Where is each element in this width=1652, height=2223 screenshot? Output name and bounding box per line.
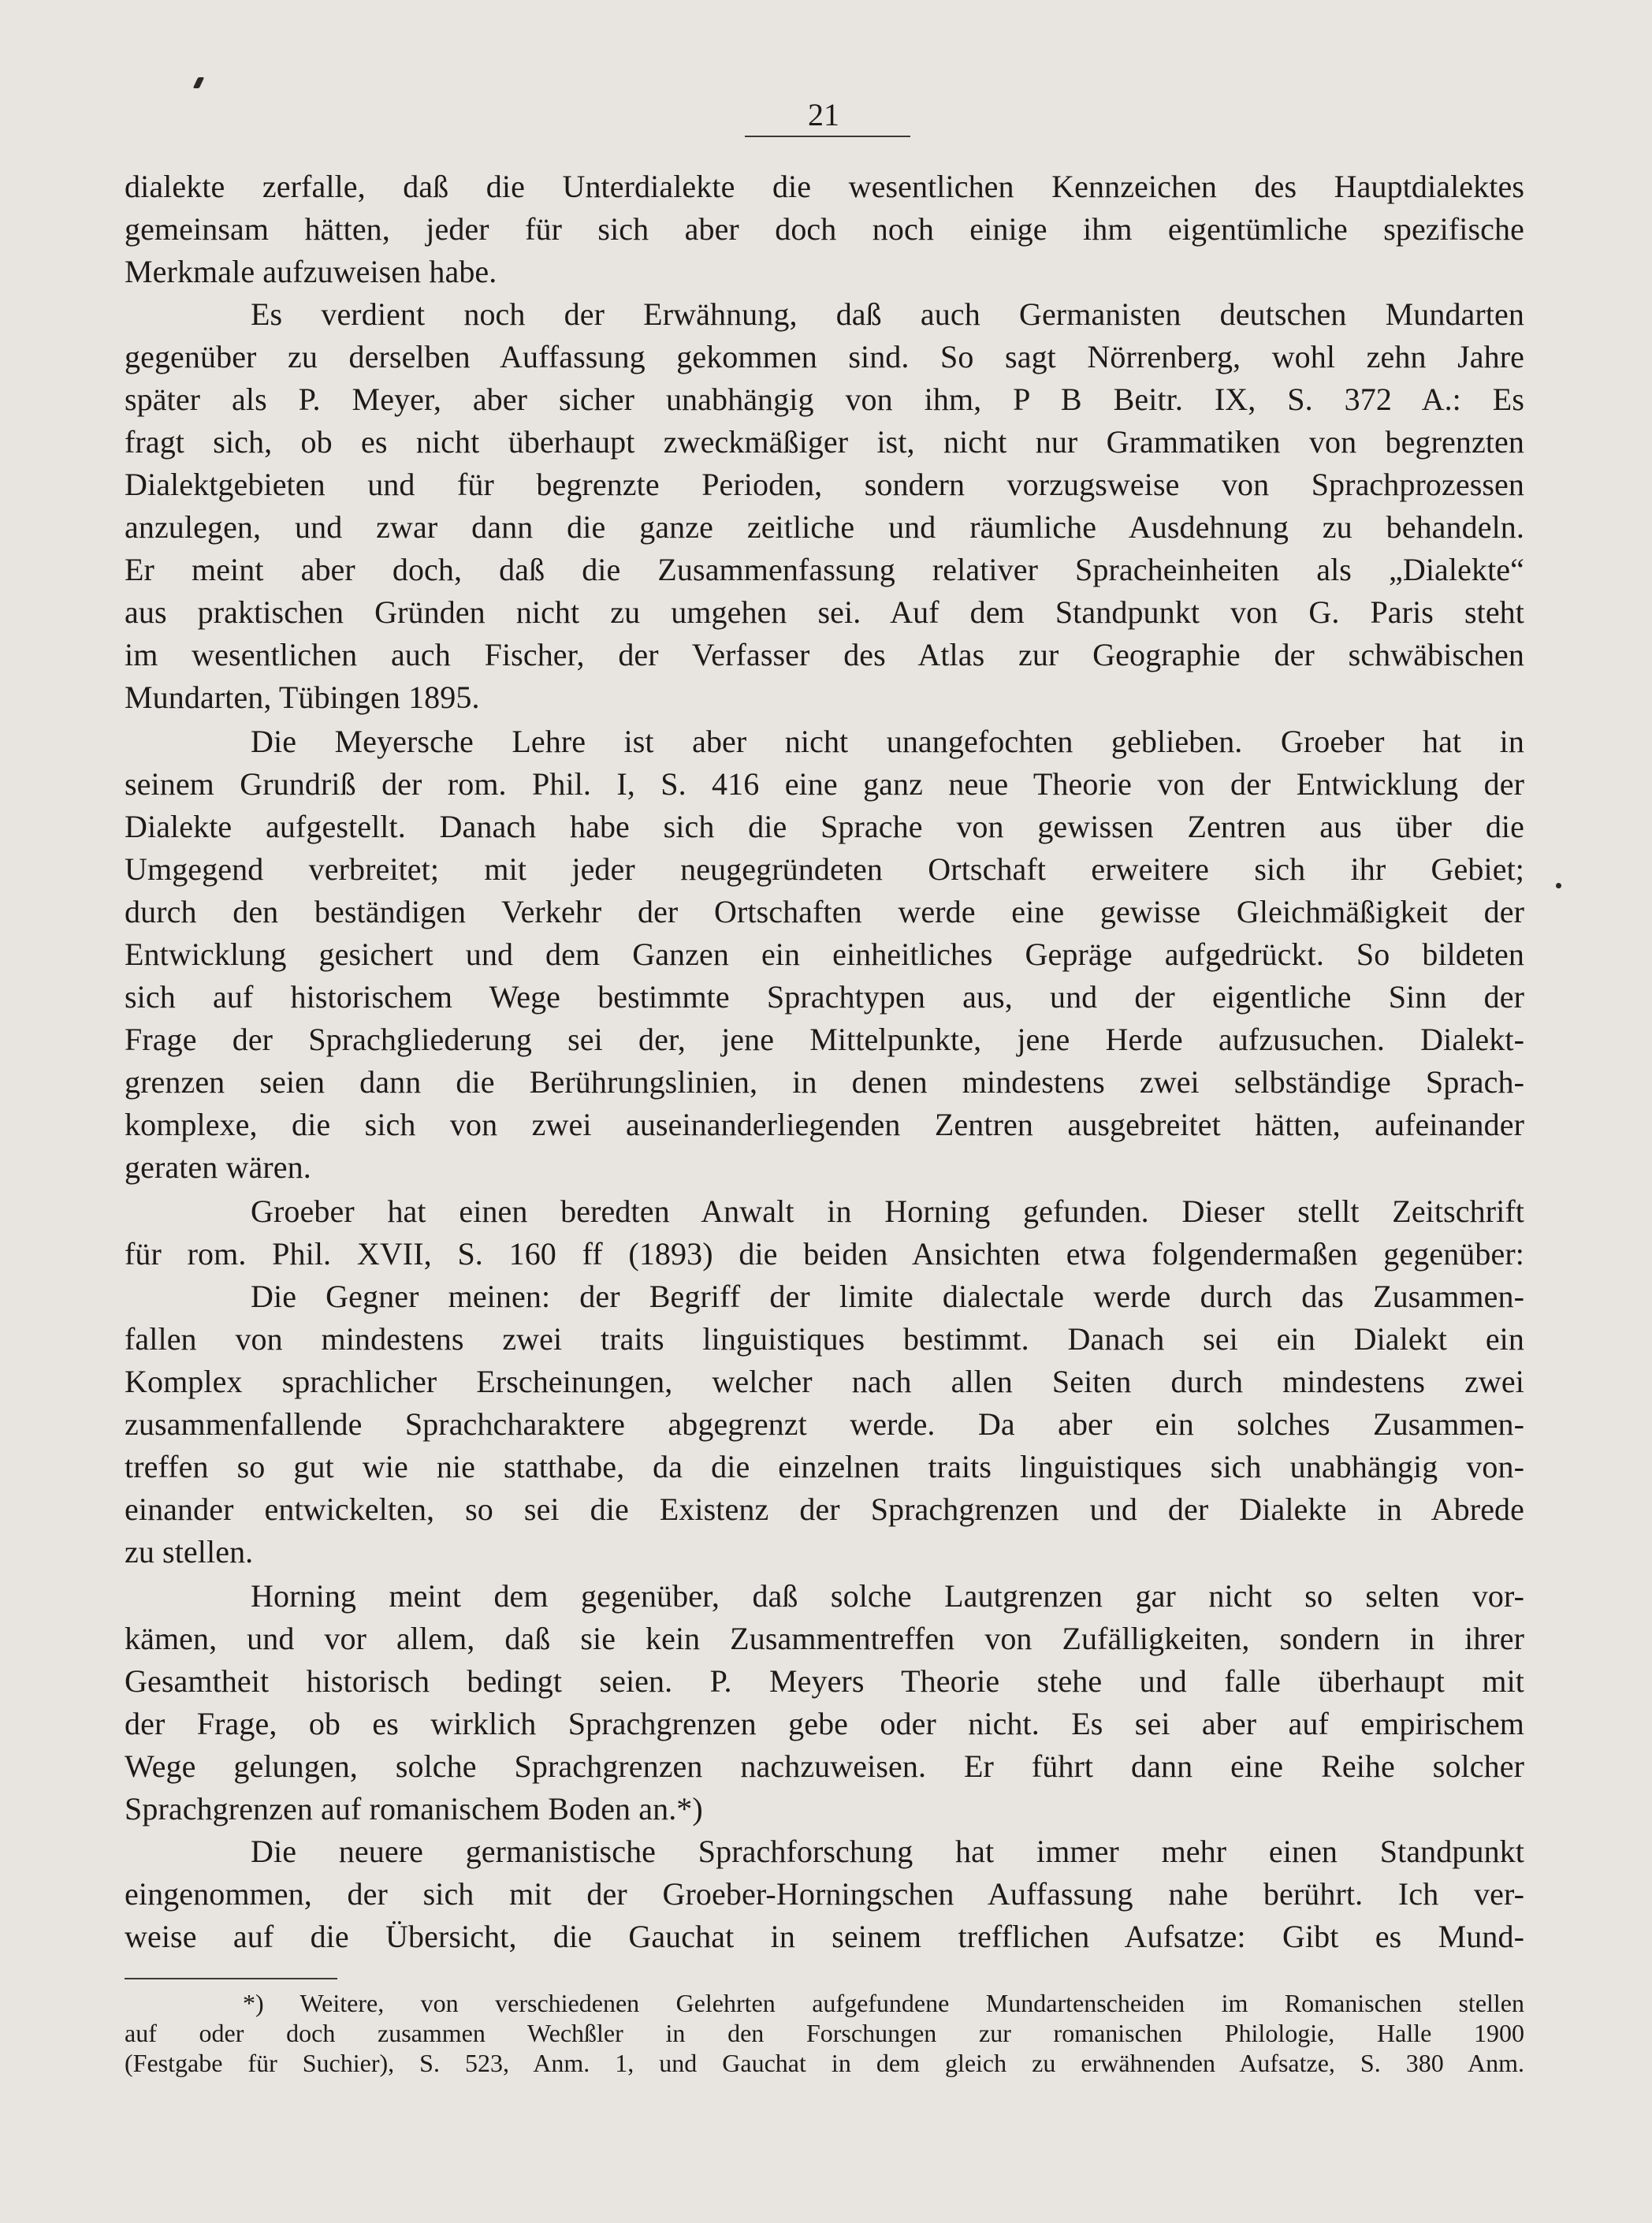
text-line: sich auf historischem Wege bestimmte Sprachtypen aus, und der eigentliche Sinn der <box>125 979 1524 1015</box>
footnote-line: (Festgabe für Suchier), S. 523, Anm. 1, und Gauchat in dem gleich zu erwähnenden Aufsatze, S. 380 Anm. <box>125 2049 1524 2077</box>
text-line: grenzen seien dann die Berührungslinien, in denen mindestens zwei selbständige Sprach- <box>125 1064 1524 1100</box>
text-line: Wege gelungen, solche Sprachgrenzen nachzuweisen. Er führt dann eine Reihe solcher <box>125 1748 1524 1784</box>
text-line: später als P. Meyer, aber sicher unabhängig von ihm, P B Beitr. IX, S. 372 A.: Es <box>125 382 1524 417</box>
text-line: Horning meint dem gegenüber, daß solche Lautgrenzen gar nicht so selten vor- <box>251 1578 1524 1614</box>
text-line: Umgegend verbreitet; mit jeder neugegründeten Ortschaft erweitere sich ihr Gebiet; <box>125 851 1524 887</box>
text-line: komplexe, die sich von zwei auseinanderliegenden Zentren ausgebreitet hätten, aufeinander <box>125 1107 1524 1142</box>
text-line: dialekte zerfalle, daß die Unterdialekte die wesentlichen Kennzeichen des Hauptdialektes <box>125 169 1524 204</box>
footnote <box>125 1988 1524 2078</box>
text-line: anzulegen, und zwar dann die ganze zeitliche und räumliche Ausdehnung zu behandeln. <box>125 509 1524 545</box>
text-line: gemeinsam hätten, jeder für sich aber doch noch einige ihm eigentümliche spezifische <box>125 211 1524 247</box>
page-number: 21 <box>808 97 839 132</box>
page-number-rule <box>745 136 910 137</box>
text-line: fragt sich, ob es nicht überhaupt zweckmäßiger ist, nicht nur Grammatiken von begrenzten <box>125 424 1524 460</box>
text-line: geraten wären. <box>125 1149 311 1185</box>
text-line: Es verdient noch der Erwähnung, daß auch Germanisten deutschen Mundarten <box>251 296 1524 332</box>
text-line: im wesentlichen auch Fischer, der Verfasser des Atlas zur Geographie der schwäbischen <box>125 637 1524 672</box>
footnote-line: *) Weitere, von verschiedenen Gelehrten aufgefundene Mundartenscheiden im Romanischen stellen <box>243 1989 1524 2017</box>
text-line: Sprachgrenzen auf romanischem Boden an.*) <box>125 1791 703 1826</box>
text-line: kämen, und vor allem, daß sie kein Zusammentreffen von Zufälligkeiten, sondern in ihrer <box>125 1621 1524 1656</box>
text-line: Groeber hat einen beredten Anwalt in Horning gefunden. Dieser stellt Zeitschrift <box>251 1193 1524 1229</box>
text-line: Dialektgebieten und für begrenzte Perioden, sondern vorzugsweise von Sprachprozessen <box>125 467 1524 502</box>
text-line: Komplex sprachlicher Erscheinungen, welcher nach allen Seiten durch mindestens zwei <box>125 1364 1524 1399</box>
text-line: Dialekte aufgestellt. Danach habe sich die Sprache von gewissen Zentren aus über die <box>125 809 1524 844</box>
text-line: zusammenfallende Sprachcharaktere abgegrenzt werde. Da aber ein solches Zusammen- <box>125 1406 1524 1442</box>
text-line: Entwicklung gesichert und dem Ganzen ein einheitliches Gepräge aufgedrückt. So bildeten <box>125 936 1524 972</box>
text-line: Frage der Sprachgliederung sei der, jene Mittelpunkte, jene Herde aufzusuchen. Dialekt- <box>125 1022 1524 1057</box>
text-line: der Frage, ob es wirklich Sprachgrenzen gebe oder nicht. Es sei aber auf empirischem <box>125 1706 1524 1741</box>
ink-mark <box>193 77 205 88</box>
text-line: Merkmale aufzuweisen habe. <box>125 254 497 289</box>
text-line: zu stellen. <box>125 1534 254 1570</box>
text-line: durch den beständigen Verkehr der Ortschaften werde eine gewisse Gleichmäßigkeit der <box>125 894 1524 929</box>
text-line: für rom. Phil. XVII, S. 160 ff (1893) die beiden Ansichten etwa folgendermaßen gegenüber: <box>125 1236 1524 1272</box>
body-text <box>125 166 1524 1958</box>
ink-dot <box>1556 883 1561 888</box>
text-line: Er meint aber doch, daß die Zusammenfassung relativer Spracheinheiten als „Dialekte“ <box>125 552 1524 587</box>
text-line: Die Gegner meinen: der Begriff der limite dialectale werde durch das Zusammen- <box>251 1279 1524 1314</box>
text-line: weise auf die Übersicht, die Gauchat in seinem trefflichen Aufsatze: Gibt es Mund- <box>125 1919 1524 1954</box>
footnote-rule <box>125 1978 337 1979</box>
text-line: seinem Grundriß der rom. Phil. I, S. 416 eine ganz neue Theorie von der Entwicklung der <box>125 766 1524 802</box>
footnote-line: auf oder doch zusammen Wechßler in den Forschungen zur romanischen Philologie, Halle 1900 <box>125 2019 1524 2047</box>
text-line: Mundarten, Tübingen 1895. <box>125 680 480 715</box>
text-line: fallen von mindestens zwei traits linguistiques bestimmt. Danach sei ein Dialekt ein <box>125 1321 1524 1357</box>
text-line: Gesamtheit historisch bedingt seien. P. Meyers Theorie stehe und falle überhaupt mit <box>125 1663 1524 1699</box>
text-line: aus praktischen Gründen nicht zu umgehen sei. Auf dem Standpunkt von G. Paris steht <box>125 594 1524 630</box>
text-line: einander entwickelten, so sei die Existenz der Sprachgrenzen und der Dialekte in Abrede <box>125 1491 1524 1527</box>
text-line: Die neuere germanistische Sprachforschung hat immer mehr einen Standpunkt <box>251 1834 1524 1869</box>
text-line: eingenommen, der sich mit der Groeber-Horningschen Auffassung nahe berührt. Ich ver- <box>125 1876 1524 1912</box>
text-line: Die Meyersche Lehre ist aber nicht unangefochten geblieben. Groeber hat in <box>251 724 1524 759</box>
text-line: gegenüber zu derselben Auffassung gekommen sind. So sagt Nörrenberg, wohl zehn Jahre <box>125 339 1524 374</box>
text-line: treffen so gut wie nie statthabe, da die einzelnen traits linguistiques sich unabhängig von- <box>125 1449 1524 1484</box>
